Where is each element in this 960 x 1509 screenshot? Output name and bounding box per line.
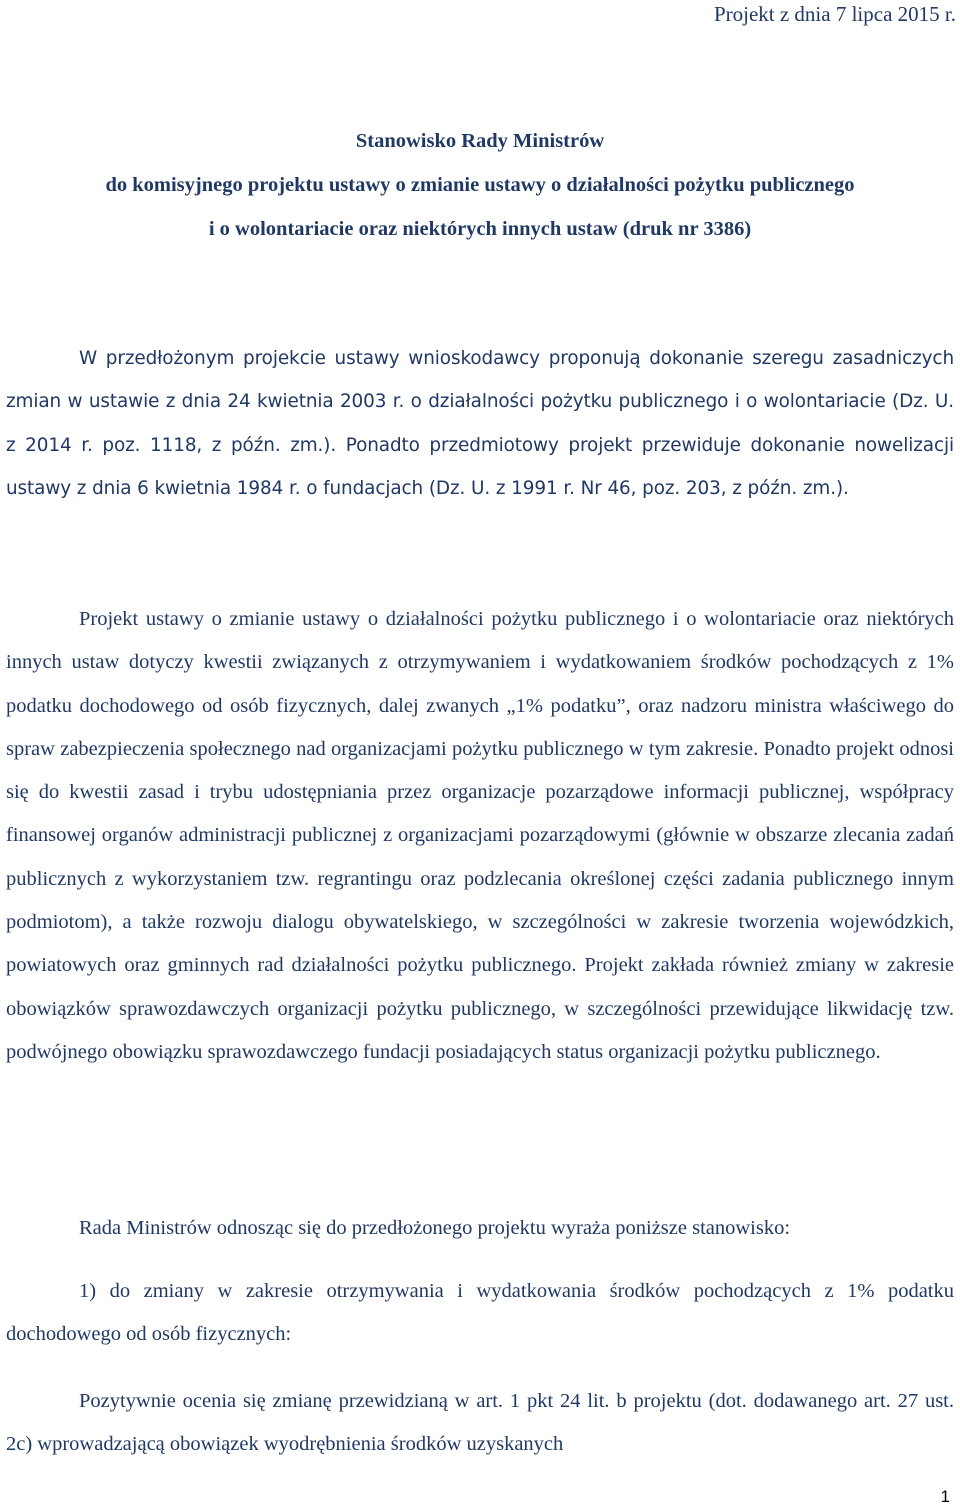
title-line-3: i o wolontariacie oraz niektórych innych ustaw (druk nr 3386) (208, 218, 752, 240)
document-title (0, 119, 960, 251)
draft-date-header: Projekt z dnia 7 lipca 2015 r. (713, 2, 956, 26)
paragraph-introduction: W przedłożonym projekcie ustawy wnioskodawcy proponują dokonanie szeregu zasadniczych zmian w ustawie z dnia 24 kwietnia 2003 r. o działalności pożytku publicznego i o wolontariacie (Dz. U. z 2014 r. poz. 1118, z późn. zm.). Ponadto przedmiotowy projekt przewiduje dokonanie nowelizacji ustawy z dnia 6 kwietnia 1984 r. o fundacjach (Dz. U. z 1991 r. Nr 46, poz. 203, z późn. zm.). (6, 348, 954, 499)
paragraph-positive-assessment: Pozytywnie ocenia się zmianę przewidzianą w art. 1 pkt 24 lit. b projektu (dot. dodawanego art. 27 ust. 2c) wprowadzającą obowiązek wyodrębnienia środków uzyskanych (6, 1390, 954, 1456)
paragraph-project-scope: Projekt ustawy o zmianie ustawy o działalności pożytku publicznego i o wolontariacie oraz niektórych innych ustaw dotyczy kwestii związanych z otrzymywaniem i wydatkowaniem środków pochodzących z 1% podatku dochodowego od osób fizycznych, dalej zwanych „1% podatku”, oraz nadzoru ministra właściwego do spraw zabezpieczenia społecznego nad organizacjami pożytku publicznego w tym zakresie. Ponadto projekt odnosi się do kwestii zasad i trybu udostępniania przez organizacje pozarządowe informacji publicznej, współpracy finansowej organów administracji publicznej z organizacjami pozarządowymi (głównie w obszarze zlecania zadań publicznych z wykorzystaniem tzw. regrantingu oraz podzlecania określonej części zadania publicznego innym podmiotom), a także rozwoju dialogu obywatelskiego, w szczególności w zakresie tworzenia wojewódzkich, powiatowych oraz gminnych rad działalności pożytku publicznego. Projekt zakłada również zmiany w zakresie obowiązków sprawozdawczych organizacji pożytku publicznego, w szczególności przewidujące likwidację tzw. podwójnego obowiązku sprawozdawczego fundacji posiadających status organizacji pożytku publicznego. (6, 608, 954, 1063)
title-line-2: do komisyjnego projektu ustawy o zmianie ustawy o działalności pożytku publicznego (105, 174, 855, 196)
paragraph-council-position: Rada Ministrów odnosząc się do przedłożonego projektu wyraża poniższe stanowisko: (79, 1217, 791, 1239)
page-number: 1 (940, 1487, 950, 1506)
paragraph-point-1: 1) do zmiany w zakresie otrzymywania i wydatkowania środków pochodzących z 1% podatku dochodowego od osób fizycznych: (6, 1280, 954, 1346)
title-line-1: Stanowisko Rady Ministrów (355, 130, 605, 152)
